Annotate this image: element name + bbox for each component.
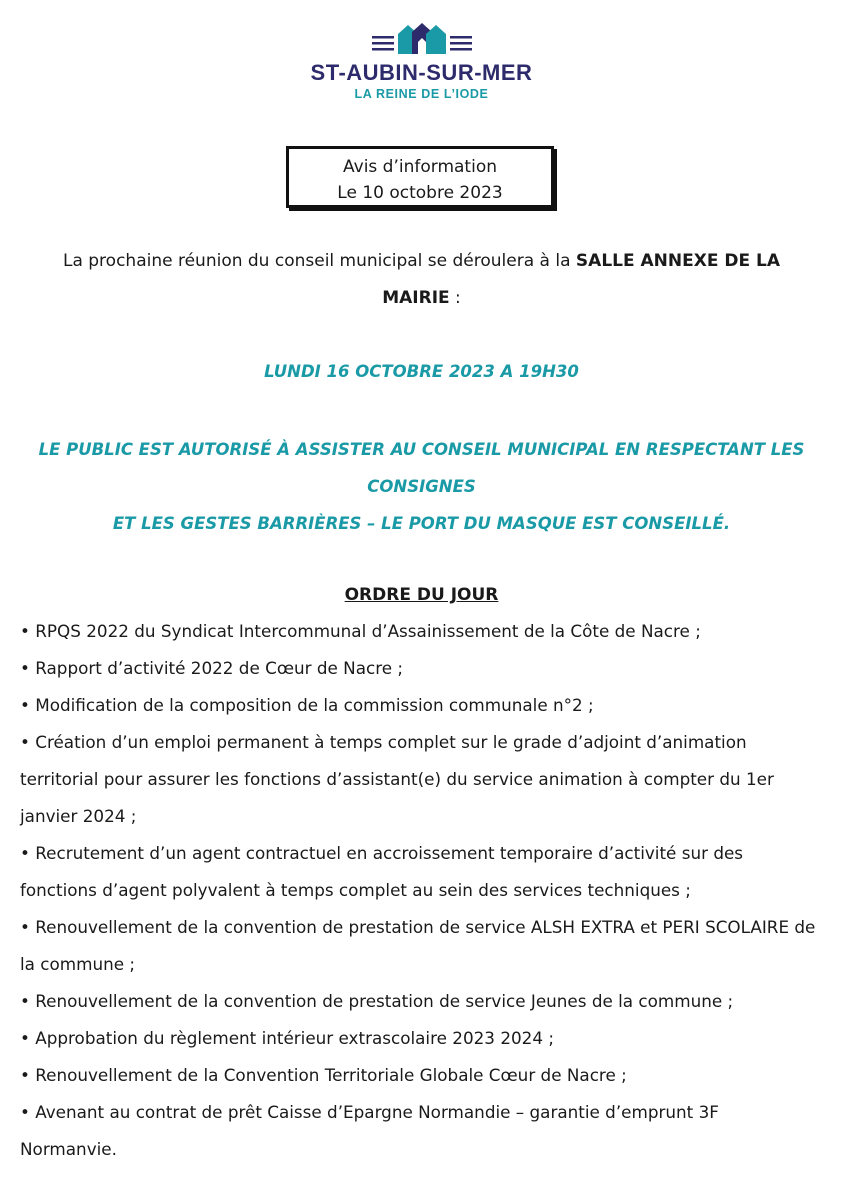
agenda-item: • Renouvellement de la convention de prestation de service Jeunes de la commune ; [20, 983, 820, 1020]
agenda-item: • RPQS 2022 du Syndicat Intercommunal d’Assainissement de la Côte de Nacre ; [20, 613, 820, 650]
public-notice-line-1: LE PUBLIC EST AUTORISÉ À ASSISTER AU CONSEIL MUNICIPAL EN RESPECTANT LES CONSIGNES [38, 440, 805, 496]
notice-title: Avis d’information [343, 157, 497, 177]
intro-paragraph [30, 243, 813, 317]
notice-date: Le 10 octobre 2023 [337, 183, 503, 203]
town-name: ST-AUBIN-SUR-MER [310, 60, 533, 85]
agenda-item: • Renouvellement de la convention de prestation de service ALSH EXTRA et PERI SCOLAIRE de la commune ; [20, 909, 820, 983]
agenda-item: • Approbation du règlement intérieur extrascolaire 2023 2024 ; [20, 1020, 820, 1057]
town-tagline: LA REINE DE L’IODE [354, 87, 489, 101]
public-notice-line-2: ET LES GESTES BARRIÈRES – LE PORT DU MASQUE EST CONSEILLÉ. [112, 514, 731, 533]
agenda-item: • Modification de la composition de la commission communale n°2 ; [20, 687, 820, 724]
town-logo [0, 22, 843, 102]
agenda-item: • Création d’un emploi permanent à temps complet sur le grade d’adjoint d’animation territorial pour assurer les fonctions d’assistant(e) du service animation à compter du 1er janvier 2024 ; [20, 724, 820, 835]
meeting-datetime: LUNDI 16 OCTOBRE 2023 A 19H30 [264, 362, 579, 381]
agenda-item: • Avenant au contrat de prêt Caisse d’Epargne Normandie – garantie d’emprunt 3F Normanvie. [20, 1094, 820, 1168]
agenda-item: • Rapport d’activité 2022 de Cœur de Nacre ; [20, 650, 820, 687]
agenda-list [20, 613, 820, 1168]
venue-name: SALLE ANNEXE DE LA MAIRIE [382, 251, 781, 308]
agenda-title: ORDRE DU JOUR [344, 585, 499, 605]
intro-text: La prochaine réunion du conseil municipal se déroulera à la [62, 251, 576, 271]
intro-colon: : [449, 288, 461, 308]
houses-emblem-icon [372, 22, 472, 56]
agenda-item: • Renouvellement de la Convention Territoriale Globale Cœur de Nacre ; [20, 1057, 820, 1094]
notice-box [286, 146, 554, 208]
public-notice [20, 431, 823, 542]
agenda-item: • Recrutement d’un agent contractuel en accroissement temporaire d’activité sur des fonctions d’agent polyvalent à temps complet au sein des services techniques ; [20, 835, 820, 909]
